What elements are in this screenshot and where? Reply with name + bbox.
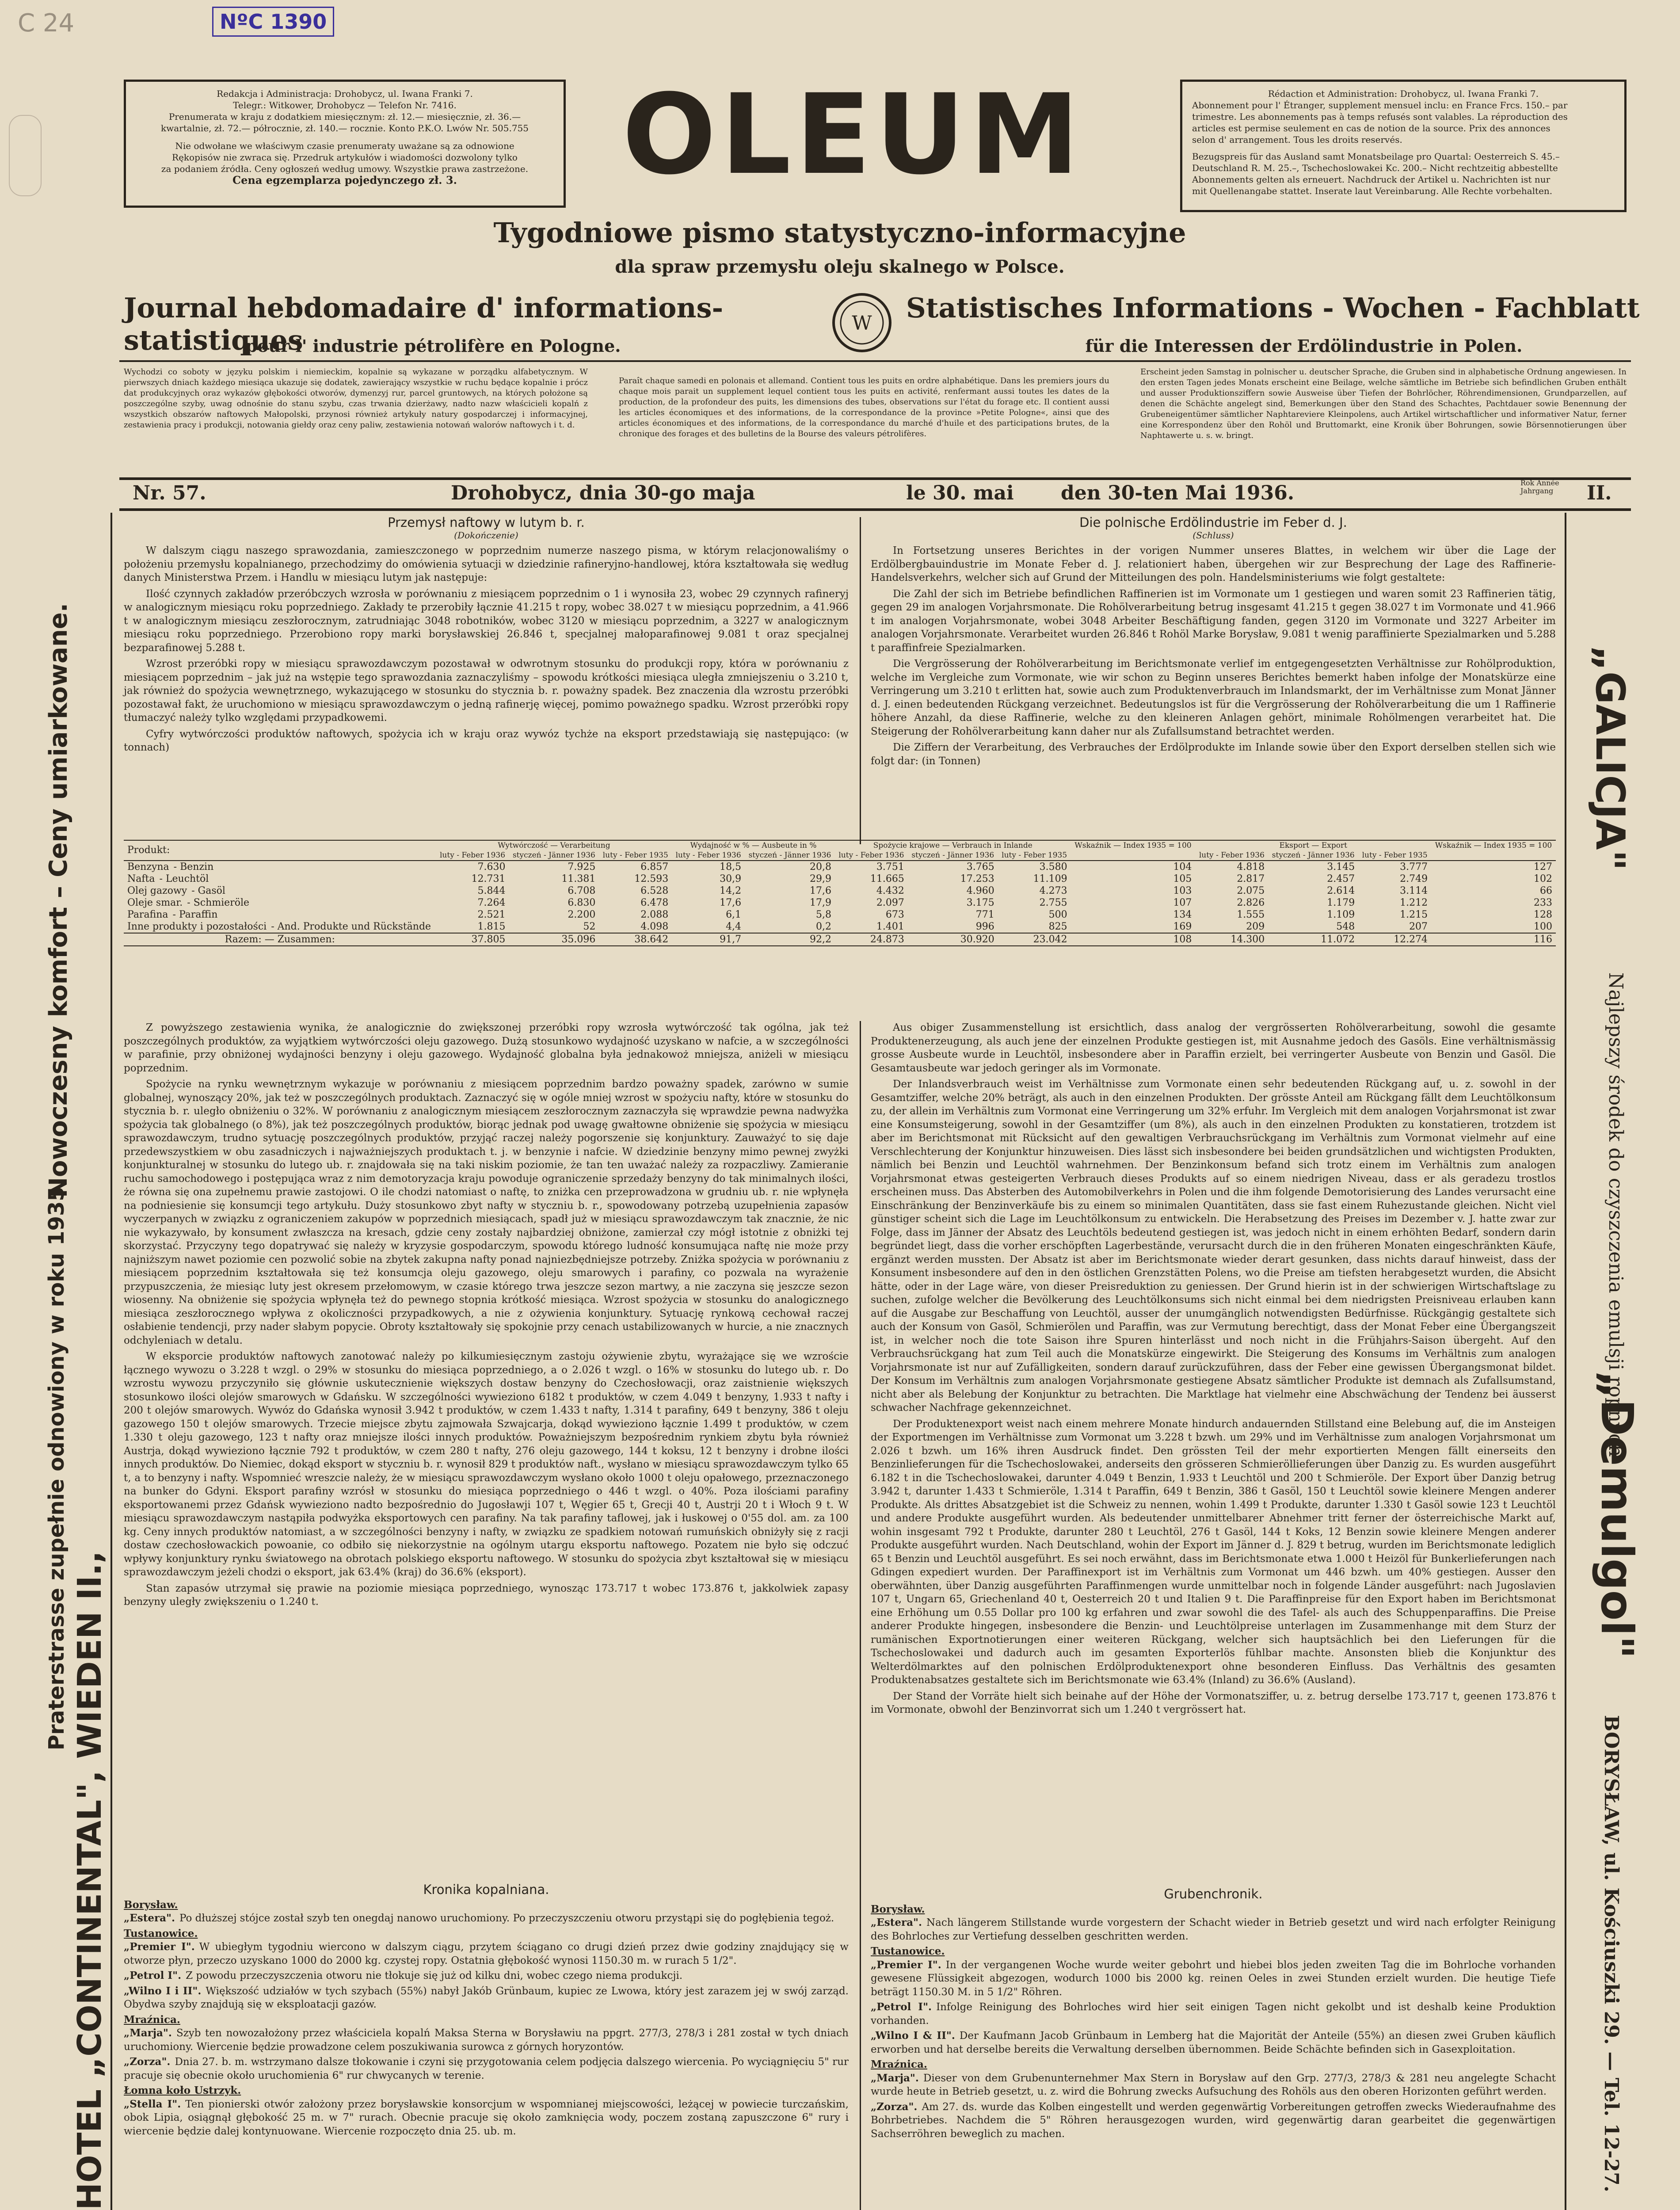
paragraph: In Fortsetzung unseres Berichtes in der vorigen Nummer unseres Blattes, in welchem wir über die Lage der Erdölbergbauindustrie im Monate Feber d. J. relationiert haben, übergehen wir zur Besprechung der Lage des Raffinerie-Handelsverkehrs, welcher sich auf Grund der Mitteilungen des poln. Handelsministeriums wie folgt gestaltete: bbox=[871, 545, 1556, 583]
info-line: Nie odwołane we właściwym czasie prenumeraty uważane są za odnowione bbox=[175, 141, 514, 151]
table-cell: 2.088 bbox=[640, 909, 669, 920]
table-cell: 11.109 bbox=[1033, 873, 1067, 884]
product-name-pl: Benzyna bbox=[127, 861, 169, 873]
subtitle-french: Journal hebdomadaire d' informations-statistiques bbox=[124, 292, 724, 356]
total-cell: 35.096 bbox=[561, 934, 596, 945]
paragraph: Die Vergrösserung der Rohölverarbeitung im Berichtsmonate verlief im entgegengesetzten Verhältnisse zur Rohölproduktion, welche im Vergleiche zum Vormonate, wie wir schon zu Beginn unseres Berichtes bemerkt haben infolge der Monatskürze eine Verringerung um 3.210 t erlitten hat, sowie auch zum Produktenverbrauch im Inlandsmarkt, der im Verhältnisse zum Monat Jänner d. J. einen bedeutenden Rückgang verzeichnet. Bedeutungslos ist für die Vergrösserung der Rohölverarbeitung die um 1 Raffinerie höhere Anzahl, da diese Raffinerie, welche zu den kleineren Anlagen gehört, minimale Rohölmengen verarbeitet hat. Die Steigerung der Rohölverarbeitung kann daher nur als Zufallsumstand betrachtet werden. bbox=[871, 658, 1556, 737]
hotel-ad-name: HOTEL „CONTINENTAL", WIEDEN II., bbox=[71, 1551, 109, 2210]
well-report: Po dłuższej stójce został szyb ten onegdaj nanowo uruchomiony. Po przeczyszczeniu otworu przystąpi się do pogłębienia tegoż. bbox=[179, 1913, 834, 1924]
kronika-heading: Kronika kopalniana. bbox=[423, 1882, 549, 1897]
dateline-german: den 30-ten Mai 1936. bbox=[1061, 482, 1295, 504]
table-cell: 4.273 bbox=[1039, 885, 1067, 896]
table-cell: 207 bbox=[1409, 921, 1428, 932]
table-cell: 5.844 bbox=[477, 885, 506, 896]
product-name-cell bbox=[124, 873, 436, 885]
chronicle-entry bbox=[124, 2098, 849, 2138]
table-cell: 6.528 bbox=[640, 885, 669, 896]
note-french: Paraît chaque samedi en polonais et allemand. Contient tous les puits en ordre alphabétique. Dans les premiers jours du chaque mois parait un supplement lequel contient tous les puits en activité, renfermant aussi toutes les dates de la production, de la profondeur des puits, les dimensions des tubes, observations sur l'état du forage etc. Il contient aussi les articles économiques et des informations, de la correspondance de la province »Petite Pologne«, ainsi que des articles économiques et des informations, de la correspondance du marché d'huile et des participations brutes, de la chronique des forages et des bulletins de la Bourse des valeurs pétrolifères. bbox=[619, 376, 1109, 438]
table-cell: 2.614 bbox=[1327, 885, 1355, 896]
column-divider-top bbox=[860, 517, 861, 844]
total-cell: 91,7 bbox=[720, 934, 742, 945]
paragraph: W dalszym ciągu naszego sprawozdania, zamieszczonego w poprzednim numerze naszego pisma, w którym relacjonowaliśmy o położeniu przemysłu kopalnianego, przechodzimy do omówienia sytuacji w dziedzinie rafineryjno-handlowej, która kształtowała się według danych Ministerstwa Przem. i Handlu w miesiącu lutym jak następuje: bbox=[124, 545, 849, 583]
archive-corner-mark: C 24 bbox=[18, 9, 75, 38]
german-article-top bbox=[871, 515, 1556, 770]
well-report: Większość udziałów w tych szybach (55%) nabył Jakób Grünbaum, kupiec ze Lwowa, który jest zarazem jej w swój zarząd. Obydwa szyby znajdują się w eksploatacji gazów. bbox=[124, 1985, 849, 2010]
well-name: „Marja". bbox=[871, 2072, 919, 2084]
paragraph: Die Ziffern der Verarbeitung, des Verbrauches der Erdölprodukte im Inlande sowie über den Export derselben stellen sich wie folgt dar: (in Tonnen) bbox=[871, 742, 1556, 767]
table-cell: 1.815 bbox=[477, 921, 506, 932]
table-cell: 11.381 bbox=[561, 873, 596, 884]
issue-number: Nr. 57. bbox=[133, 482, 206, 504]
info-line: Telegr.: Witkower, Drohobycz — Telefon Nr. 7416. bbox=[233, 100, 457, 110]
info-line: mit Quellenangabe stattet. Inserate laut Vereinbarung. Alle Rechte vorbehalten. bbox=[1192, 186, 1553, 196]
table-cell: 2.457 bbox=[1327, 873, 1355, 884]
table-cell: 102 bbox=[1534, 873, 1552, 884]
table-row bbox=[124, 861, 1556, 873]
paragraph: Ilość czynnych zakładów przeróbczych wzrosła w porównaniu z miesiącem poprzednim o 1 i wynosiła 23, wobec 29 czynnych rafineryj w analogicznym miesiącu roku poprzedniego. Zakłady te przerobiły łącznie 41.215 t ropy, wobec 38.027 t w miesiącu poprzednim, a 41.966 t w analogicznym miesiącu zeszłorocznym, zatrudniając 3048 robotników, wobec 3120 w miesiącu poprzednim, a 3227 w analogicznym miesiącu roku poprzedniego. Przerobiono ropy marki borysławskiej 26.846 t, specjalnej małoparafinowej 9.081 t oraz specjalnej bezparafinowej 5.288 t. bbox=[124, 588, 849, 654]
chronicle-place: Mraźnica. bbox=[871, 2058, 927, 2070]
table-row bbox=[124, 897, 1556, 909]
statistics-table-wrap bbox=[124, 840, 1556, 946]
table-cell: 127 bbox=[1534, 861, 1552, 873]
table-cell: 548 bbox=[1336, 921, 1355, 932]
table-cell: 3.765 bbox=[966, 861, 994, 873]
table-row bbox=[124, 885, 1556, 897]
subheader-cell: luty - Feber 1935 bbox=[1002, 851, 1067, 860]
table-cell: 17,6 bbox=[809, 885, 831, 896]
table-cell: 0,2 bbox=[815, 921, 831, 932]
total-cell: 14.300 bbox=[1230, 934, 1265, 945]
grubenchronik-heading: Grubenchronik. bbox=[1164, 1886, 1263, 1901]
subtitle-french-2: pour l' industrie pétrolifère en Pologne. bbox=[245, 336, 621, 356]
table-cell: 4,4 bbox=[726, 921, 742, 932]
product-name-pl: Inne produkty i pozostałości bbox=[127, 921, 267, 932]
demulgol-brand: „Demulgol" bbox=[1591, 1370, 1643, 1659]
well-name: „Estera". bbox=[871, 1917, 922, 1928]
product-name-cell bbox=[124, 897, 436, 909]
chronicle-place: Borysław. bbox=[124, 1898, 178, 1911]
statistics-table bbox=[124, 840, 1556, 946]
chronicle-entry bbox=[871, 2100, 1556, 2141]
german-article-heading: Die polnische Erdölindustrie im Feber d. J. bbox=[1079, 515, 1347, 530]
table-cell: 825 bbox=[1048, 921, 1067, 932]
total-cell: 92,2 bbox=[809, 934, 831, 945]
paragraph: Der Produktenexport weist nach einem mehrere Monate hindurch andauernden Stillstand eine Belebung auf, die im Ansteigen der Exportmengen im Verhältnisse zum Vormonat um 3.228 t bzwh. um 29% und im Verhältnisse zum analogen Vorjahrsmonat um 2.026 t bzwh. um 16% ihren Ausdruck findet. Den grössten Teil der mehr exportierten Mengen fällt einerseits den Benzinlieferungen für die Tschechoslowakei, anderseits den grösseren Schmieröllieferungen über Danzig zu. Es wurden ausgeführt 6.182 t in die Tschechoslowakei, darunter 4.049 t Benzin, 1.933 t Leuchtöl und 200 t Schmieröle. Der Export über Danzig betrug 3.942 t, darunter 1.433 t Schmieröle, 1.314 t Paraffin, 649 t Benzin, 386 t Gasöl, 150 t Leuchtöl sowie kleinere Mengen anderer Produkte. Als drittes Absatzgebiet ist die Schweiz zu nennen, wohin 1.499 t Produkte, darunter 1.330 t Gasöl sowie 123 t Leuchtöl und andere Produkte ausgeführt wurden. Als bedeutender unmittelbarer Abnehmer tritt ferner der österreichische Markt auf, wohin insgesamt 792 t Produkte, darunter 280 t Leuchtöl, 276 t Gasöl, 144 t Koks, 12 Benzin sowie kleinere Mengen anderer Produkte ausgeführt wurden. Nach Deutschland, wohin der Export im Jänner d. J. 829 t betrug, wurden im Berichtsmonate lediglich 65 t Benzin und Leuchtöl ausgeführt. Es sei noch erwähnt, dass im Berichtsmonate etwa 1.000 t Heizöl für Bunkerlieferungen nach Gdingen expediert wurden. Der Paraffinexport ist im Verhältnis zum Vormonat um 446 bzwh. um 40% gestiegen. Ausser den oberwähnten, über Danzig ausgeführten Paraffinmengen wurde unmittelbar noch in folgende Länder ausgeführt: nach Jugoslavien 107 t, Ungarn 65, Griechenland 40 t, Oesterreich 20 t und Italien 9 t. Die Paraffinpreise für den Export haben im Berichtsmonat eine Erhöhung um 0.55 Dollar pro 100 kg erfahren und zwar sowohl die des Tafel- als auch des Schuppenparaffins. Die Preise anderer Produkte hingegen, insbesondere die Benzin- und Leuchtölpreise unterlagen im Zusammenhange mit dem Sturz der rumänischen Exportnotierungen einer weiteren Rückgang, welcher sich hauptsächlich bei den Lieferungen für die Tschechoslowakei und dadurch auch im gesamten Exporterlös fühlbar machte. Ansonsten blieb die Konjunktur des Welterdölmarktes auf den polnischen Erdölproduktenexport ohne besonderen Einfluss. Das Verhältnis des gesamten Produktenabsatzes gestaltete sich im Berichtsmonate wie 63.4% (Inland) zu 36.6% (Ausland). bbox=[871, 1418, 1556, 1686]
table-cell: 103 bbox=[1173, 885, 1192, 896]
subheader-cell: luty - Feber 1936 bbox=[1199, 851, 1265, 860]
table-cell: 2.826 bbox=[1237, 897, 1265, 908]
table-cell: 134 bbox=[1173, 909, 1192, 920]
table-cell: 107 bbox=[1173, 897, 1192, 908]
table-cell: 6.478 bbox=[640, 897, 669, 908]
top-rule bbox=[119, 360, 1631, 362]
polish-article-sub: (Dokończenie) bbox=[454, 530, 518, 541]
total-cell: 38.642 bbox=[634, 934, 669, 945]
well-name: „Estera". bbox=[124, 1912, 175, 1924]
product-name-cell bbox=[124, 909, 436, 921]
total-label: Razem: — Zusammen: bbox=[225, 934, 335, 945]
table-cell: 3.751 bbox=[876, 861, 904, 873]
table-cell: 1.555 bbox=[1237, 909, 1265, 920]
year-label: Rok Année Jahrgang bbox=[1520, 479, 1559, 495]
kronika-section bbox=[124, 1883, 849, 2140]
subheader-cell: styczeń - Jänner 1936 bbox=[911, 851, 994, 860]
subheader-cell: luty - Feber 1936 bbox=[675, 851, 741, 860]
product-name-pl: Nafta bbox=[127, 873, 155, 884]
info-line: Abonnement pour l' Étranger, supplement mensuel inclu: en France Frcs. 150.– par bbox=[1192, 100, 1568, 110]
well-name: „Stella I". bbox=[124, 2098, 181, 2110]
product-name-de: - Schmieröle bbox=[187, 897, 250, 908]
table-cell: 14,2 bbox=[720, 885, 742, 896]
table-cell: 18,5 bbox=[720, 861, 742, 873]
polish-article-top bbox=[124, 515, 849, 757]
chronicle-place: Mraźnica. bbox=[124, 2013, 180, 2026]
chronicle-entry bbox=[124, 1985, 849, 2012]
total-cell: 30.920 bbox=[960, 934, 994, 945]
oleum-emblem-icon bbox=[831, 292, 893, 354]
info-line: kwartalnie, zł. 72.— półrocznie, zł. 140.— rocznie. Konto P.K.O. Lwów Nr. 505.755 bbox=[160, 123, 529, 133]
table-cell: 3.580 bbox=[1039, 861, 1067, 873]
table-cell: 12.593 bbox=[634, 873, 669, 884]
column-divider-bottom bbox=[860, 1021, 861, 2210]
hdr-index-2: Wskaźnik — Index 1935 = 100 bbox=[1435, 841, 1552, 850]
german-article-sub: (Schluss) bbox=[1192, 530, 1234, 541]
paragraph: Wzrost przeróbki ropy w miesiącu sprawozdawczym pozostawał w odwrotnym stosunku do produkcji ropy, która w porównaniu z miesiącem poprzednim – jak już na wstępie tego sprawozdania zaznaczyliśmy – spowodu krótkości miesiąca uległa zmniejszeniu o 3.210 t, jak również do spożycia wewnętrznego, wykazującego w stosunku do stycznia b. r. poważny spadek. Bez znaczenia dla wzrostu przeróbki pozostawał fakt, że uruchomiono w miesiącu sprawozdawczym o jedną rafinerję więcej, pomimo poważnego spadku. Wzrost przeróbki ropy tłumaczyć należy tylko względami przypadkowemi. bbox=[124, 658, 849, 724]
chronicle-place: Borysław. bbox=[871, 1903, 925, 1915]
german-article-intro bbox=[871, 544, 1556, 768]
total-cell: 11.072 bbox=[1321, 934, 1355, 945]
table-cell: 11.665 bbox=[870, 873, 904, 884]
table-cell: 500 bbox=[1048, 909, 1067, 920]
chronicle-entry bbox=[124, 2027, 849, 2054]
table-cell: 4.818 bbox=[1237, 861, 1265, 873]
product-name-pl: Olej gazowy bbox=[127, 885, 187, 896]
table-cell: 12.731 bbox=[471, 873, 506, 884]
well-report: Der Kaufmann Jacob Grünbaum in Lemberg hat die Majorität der Anteile (55%) an diesen zwei Gruben käuflich erworben und hat derselbe bereits die Verwaltung derselben übernommen. Beide Schächte befinden sich in Gasexploitation. bbox=[871, 2030, 1556, 2055]
table-cell: 7.264 bbox=[477, 897, 506, 908]
galicja-brand: „GALICJA" bbox=[1587, 645, 1633, 871]
chronicle-entry bbox=[124, 2055, 849, 2082]
table-cell: 6.830 bbox=[568, 897, 596, 908]
table-cell: 66 bbox=[1540, 885, 1552, 896]
info-box-french-german bbox=[1180, 80, 1627, 212]
table-cell: 233 bbox=[1534, 897, 1552, 908]
total-cell: 37.805 bbox=[471, 934, 506, 945]
table-cell: 1.212 bbox=[1400, 897, 1428, 908]
well-name: „Premier I". bbox=[124, 1941, 195, 1953]
polish-article-heading: Przemysł naftowy w lutym b. r. bbox=[388, 515, 585, 530]
table-cell: 1.109 bbox=[1327, 909, 1355, 920]
subheader-cell: styczeń - Jänner 1936 bbox=[1272, 851, 1355, 860]
product-name-cell bbox=[124, 885, 436, 897]
info-line: articles est permise seulement en cas de notion de la source. Prix des annonces bbox=[1192, 123, 1550, 133]
total-cell: 116 bbox=[1534, 934, 1552, 945]
total-cell: 108 bbox=[1173, 934, 1192, 945]
table-cell: 2.749 bbox=[1400, 873, 1428, 884]
german-article-body bbox=[871, 1021, 1556, 1719]
chronicle-place: Tustanowice. bbox=[124, 1927, 198, 1939]
table-cell: 2.817 bbox=[1237, 873, 1265, 884]
well-report: Dnia 27. b. m. wstrzymano dalsze tłokowanie i czyni się przygotowania celem podjęcia dalszego wiercenia. Po wyciągnięciu 5" rur pracuje się obecnie około uruchomienia 6" rur chwycanych w terenie. bbox=[124, 2056, 849, 2081]
well-report: Szyb ten nowozałożony przez właściciela kopalń Maksa Sterna w Borysławiu na ppgrt. 277/3, 278/3 i 281 został w tych dniach uruchomiony. Wiercenie będzie prowadzone celem poszukiwania surowca z górnych horyzontów. bbox=[124, 2027, 849, 2053]
svg-text:W: W bbox=[852, 312, 872, 335]
table-row bbox=[124, 909, 1556, 921]
dateline-rule-bottom bbox=[119, 508, 1631, 511]
dateline-polish: Drohobycz, dnia 30-go maja bbox=[451, 482, 755, 504]
well-report: Dieser von dem Grubenunternehmer Max Stern in Borysław auf den Grp. 277/3, 278/3 & 281 neu angelegte Schacht wurde heute in Betrieb gesetzt, u. z. wird die Bohrung zwecks Aufsuchung des Rohöls aus den oberen Horizonten geführt werden. bbox=[871, 2072, 1556, 2097]
product-name-de: - Gasöl bbox=[191, 885, 225, 896]
info-line: Bezugspreis für das Ausland samt Monatsbeilage pro Quartal: Oesterreich S. 45.– bbox=[1192, 151, 1560, 162]
table-cell: 2.097 bbox=[876, 897, 904, 908]
info-line: Rédaction et Administration: Drohobycz, ul. Iwana Franki 7. bbox=[1268, 88, 1539, 99]
well-report: Z powodu przeczyszczenia otworu nie tłokuje się już od kilku dni, wobec czego niema produkcji. bbox=[186, 1970, 683, 1981]
table-cell: 1.401 bbox=[876, 921, 904, 932]
grubenchronik-list bbox=[871, 1903, 1556, 2141]
subtitle-polish: Tygodniowe pismo statystyczno-informacyjne bbox=[493, 217, 1186, 249]
paragraph: Der Stand der Vorräte hielt sich beinahe auf der Höhe der Vormonatsziffer, u. z. betrug derselbe 173.717 t, geenen 173.876 t im Vormonate, obwohl der Benzinvorrat sich um 1.240 t vergrössert hat. bbox=[871, 1690, 1556, 1715]
table-cell: 1.179 bbox=[1327, 897, 1355, 908]
subheader-cell: styczeń - Jänner 1936 bbox=[748, 851, 831, 860]
paragraph: Die Zahl der sich im Betriebe befindlichen Raffinerien ist im Vormonate um 1 gestiegen und waren somit 23 Raffinerien tätig, gegen 29 im analogen Vorjahrsmonate. Die Rohölverarbeitung betrug insgesamt 41.215 t gegen 38.027 t im Vormonate und 41.966 t im analogen Vorjahrsmonate, wobei 3048 Arbeiter Beschäftigung fanden, gegen 3120 im Vormonate und 3227 Arbeiter im analogen Vorjahrsmonate. Verarbeitet wurden 26.846 t Rohöl Marke Borysław, 9.081 t wenig paraffinierte Spezialmarken und 5.288 t paraffinfreie Spezialmarken. bbox=[871, 588, 1556, 654]
table-cell: 100 bbox=[1534, 921, 1552, 932]
note-german: Erscheint jeden Samstag in polnischer u. deutscher Sprache, die Gruben sind in alphabetische Ordnung angewiesen. In den ersten Tagen jedes Monats erscheint eine Beilage, welche sämtliche im Betriebe sich befindlichen Gruben enthält und ausser Produktionsziffern sowie Ausweise über Tiefen der Bohrlöcher, Röhrendimensionen, Grundparzellen, auf denen die Schächte angelegt sind, Bemerkungen über den Stand des Schachtes, Pachtdauer sowie Benennung der Grubeneigentümer sämtlicher Naphtareviere Kleinpolens, auch Artikel wirtschaftlicher und informativer Natur, ferner eine Korrespondenz über den Rohöl und Bruttomarkt, eine Kronik über Bohrungen, sowie Börsennotierungen über Naphtawerte u. s. w. bringt. bbox=[1140, 367, 1627, 440]
table-cell: 771 bbox=[975, 909, 994, 920]
subheader-cell: luty - Feber 1936 bbox=[838, 851, 904, 860]
paragraph: Der Inlandsverbrauch weist im Verhältnisse zum Vormonate einen sehr bedeutenden Rückgang auf, u. z. sowohl in der Gesamtziffer, welche 20% beträgt, als auch in den einzelnen Produkten. Der grösste Anteil am Rückgang fällt dem Leuchtölkonsum zu, der allein im Verhältnis zum Vormonat eine Verringerung um 32% erfuhr. Im Vergleich mit dem analogen Vorjahrsmonat ist zwar eine Konsumsteigerung, sowohl in der Gesamtziffer (um 8%), als auch in den einzelnen Produkten zu konstatieren, trotzdem ist aber im Berichtsmonat mit Rücksicht auf den gewaltigen Verbrauchsrückgang im Verhältnis zum Vormonat vielmehr auf eine Verschlechterung der Konjunktur hinzuweisen. Dies lässt sich insbesondere bei beiden grundsätzlichen und wichtigsten Produkten, nämlich bei Benzin und Leuchtöl wahrnehmen. Der Benzinkonsum befand sich trotz einem im Verhältnis zum analogen Vorjahrsmonat etwas gesteigerten Verbrauch dieses Produkts auf so einem niedrigen Niveau, dass er als geradezu trostlos erscheinen muss. Das Absterben des Automobilverkehrs in Polen und die ihm folgende Demotorisierung des Landes verursacht eine Einschränkung der Benzinverkäufe bis zu einem so minimalen Quantitäten, dass sie fast einem Ruhezustande gleichen. Nicht viel günstiger scheint sich die Lage im Leuchtölkonsum zu entwickeln. Die Herabsetzung des Preises im Dezember v. J. hatte zwar zur Folge, dass im Jänner der Absatz des Leuchtöls bedeutend gestiegen ist, was jedoch nicht in einem erhöhten Bedarf, sondern darin begründet liegt, dass die vorher erschöpften Lagerbestände, verursacht durch die in den früheren Monaten eingeschränkten Käufe, ergänzt werden mussten. Der Absatz ist aber im Berichtsmonate wieder derart gesunken, dass nichts darauf hinweist, dass der Konsument insbesondere auf den in den östlichen Grenzstätten Polens, wo die Preise am tiefsten herabgesetzt wurden, die Absicht hätte, oder in der Lage wäre, von dieser Preisreduktion zu geniessen. Der Grund hierin ist in der schwierigen Wirtschaftslage zu suchen, zufolge welcher die Bevölkerung des Leuchtölkonsums sich nicht einmal bei dem niedrigsten Preisniveau erlauben kann auf die Ausgabe zur Beschaffung von Leuchtöl, ausser der unumgänglich notwendigsten Bedürfnisse. Rückgängig gestaltete sich auch der Konsum von Gasöl, Schmierölen und Paraffin, was zur Vermutung berechtigt, dass der Monat Feber eine Übergangszeit ist, in welcher noch die tote Saison ihre Spuren hinterlässt und noch nicht in die Frühjahrs-Saison übergeht. Auf den Verbrauchsrückgang hat zum Teil auch die Monatskürze eingewirkt. Die Steigerung des Konsums im Verhältnis zum analogen Vorjahrsmonate ist nur auf Zufälligkeiten, sondern darauf zurückzuführen, dass der Feber eine gewissen Übergangsmonat bildet. Der Konsum im Verhältnis zum analogen Vorjahrsmonate gestiegene Absatz sämtlicher Produkte ist demnach als Zufallsumstand, nicht aber als Belebung der Konjunktur zu betrachten. Die Marktlage hat vielmehr eine Abschwächung der Tendenz bei äusserst schwacher Nachfrage gekennzeichnet. bbox=[871, 1078, 1556, 1414]
well-report: Infolge Reinigung des Bohrloches wird hier seit einigen Tagen nicht gekolbt und ist deshalb keine Produktion vorhanden. bbox=[871, 2001, 1556, 2027]
product-name-cell bbox=[124, 921, 436, 933]
archive-stamp: NºC 1390 bbox=[212, 7, 334, 37]
paragraph: Stan zapasów utrzymał się prawie na poziomie miesiąca poprzedniego, wynosząc 173.717 t wobec 173.876 t, jakkolwiek zapasy benzyny uległy zwiększeniu o 1.240 t. bbox=[124, 1582, 849, 1608]
paragraph: W eksporcie produktów naftowych zanotować należy po kilkumiesięcznym zastoju ożywienie zbytu, wyrażające się we wzroście łącznego wywozu o 3.228 t wzgl. o 29% w stosunku do miesiąca poprzedniego, a o 2.026 t wzgl. o 16% w stosunku do lutego ub. r. Do wzrostu wywozu przyczyniło się głównie uskutecznienie większych dostaw benzyny do Czechosłowacji, oraz zaistnienie większych stosunkowo ilości olejów smarowych w Gdańsku. W szczególności wywieziono 6182 t produktów, w czem 4.049 t benzyny, 1.933 t nafty i 200 t olejów smarowych. Wywóz do Gdańska wynosił 3.942 t produktów, w czem 1.433 t nafty, 1.314 t parafiny, 649 t benzyny, 386 t oleju gazowego 150 t olejów smarowych. Trzecie miejsce zbytu zajmowała Szwajcarja, dokąd wywieziono łącznie 1.499 t produktów, w czem 1.330 t oleju gazowego, 123 t nafty oraz mniejsze ilości innych produktów. Poważniejszym bezpośrednim rynkiem zbytu była również Austrja, dokąd wywieziono łącznie 792 t produktów, w czem 280 t nafty, 276 oleju gazowego, 144 t koksu, 12 t benzyny i drobne ilości innych produktów. Do Niemiec, dokąd eksport w styczniu b. r. wynosił 829 t produktów naft., wysłano w miesiącu sprawozdawczym tylko 65 t, a to benzyny i nafty. Wspomnieć wreszcie należy, że w miesiącu sprawozdawczym wysłano około 1000 t oleju opałowego, przeznaczonego na bunker do Gdyni. Eksport parafiny wzrósł w stosunku do miesiąca poprzedniego o 446 t wzgl. o 40%. Poza ilościami parafiny eksportowanemi przez Gdańsk wywieziono nadto bezpośrednio do Jugosławji 107 t, Węgier 65 t, Grecji 40 t, Austrji 20 t i Włoch 9 t. W miesiącu sprawozdawczym nastąpiła podwyżka eksportowych cen parafiny. Na tak parafiny taflowej, jak i łuskowej o 0'55 dol. am. za 100 kg. Ceny innych produktów natomiast, a w szczególności benzyny i nafty, w związku ze spadkiem notowań rumuńskich obniżyły się z racji dostaw czechosłowackich powoanie, co odbiło się niekorzystnie na ogólnym utargu eksportu naftowego. Pozatem nie było się odczuć wpływy konjunktury rynku światowego na obrotach polskiego eksportu naftowego. W stosunku do spożycia zbyt kształtował się w miesiącu sprawozdawczym jeżeli chodzi o eksport, jak 63.4% (kraj) do 36.6% (eksport). bbox=[124, 1351, 849, 1578]
table-cell: 6.708 bbox=[568, 885, 596, 896]
hdr-consumption: Spożycie krajowe — Verbrauch in Inlande bbox=[873, 841, 1032, 850]
table-cell: 29,9 bbox=[809, 873, 831, 884]
well-name: „Wilno I & II". bbox=[871, 2030, 955, 2042]
table-cell: 17,9 bbox=[809, 897, 831, 908]
dateline-french: le 30. mai bbox=[906, 482, 1014, 504]
table-cell: 169 bbox=[1173, 921, 1192, 932]
product-name-de: - And. Produkte und Rückstände bbox=[271, 921, 431, 932]
chronicle-place: Tustanowice. bbox=[871, 1945, 945, 1957]
chronicle-entry bbox=[124, 1912, 849, 1925]
table-cell: 4.098 bbox=[640, 921, 669, 932]
subheader-cell bbox=[1431, 850, 1556, 861]
table-cell: 52 bbox=[583, 921, 596, 932]
table-cell: 2.755 bbox=[1039, 897, 1067, 908]
well-name: „Premier I". bbox=[871, 1959, 941, 1971]
hdr-product: Produkt: bbox=[127, 845, 170, 856]
table-cell: 17,6 bbox=[720, 897, 742, 908]
subheader-cell: styczeń - Jänner 1936 bbox=[512, 851, 595, 860]
subtitle-polish-2: dla spraw przemysłu oleju skalnego w Polsce. bbox=[615, 256, 1065, 277]
single-copy-price: Cena egzemplarza pojedynczego zł. 3. bbox=[232, 174, 457, 187]
well-name: „Marja". bbox=[124, 2027, 172, 2039]
paragraph: Z powyższego zestawienia wynika, że analogicznie do zwiększonej przeróbki ropy wzrosła wytwórczość tak ogólna, jak też poszczególnych produktów, za wyjątkiem wytwórczości oleju gazowego. Dużą stosunkowo wydajność uzyskano w nafcie, a w szczególności w parafinie, przy obniżonej wydajności benzyny i oleju gazowego. Wydajność globalna była jednakowoż mniejsza, aniżeli w miesiącu poprzednim. bbox=[124, 1022, 849, 1074]
subheader-cell: luty - Feber 1935 bbox=[602, 851, 668, 860]
year-number: II. bbox=[1587, 482, 1612, 504]
note-polish: Wychodzi co soboty w języku polskim i niemieckim, kopalnie są wykazane w porządku alfabetycznym. W pierwszych dniach każdego miesiąca ukazuje się dodatek, zawierający wszystkie w ruchu będące kopalnie i prócz dat produkcyjnych oraz wykazów głębokości otworów, dymenzyj rur, parcel gruntowych, na których położone są poszczególne szyby, uwag odnośnie do stanu szybu, czas trwania dzierżawy, nadto nazw właścicieli kopalń z wszystkich obszarów naftowych Małopolski, przynosi również artykuły natury gospodarczej i informacyjnej, zestawienia pracy i produkcji, notowania giełdy oraz ceny paliw, zestawienia notowań walorów naftowych i t. d. bbox=[124, 367, 588, 430]
well-name: „Wilno I i II". bbox=[124, 1985, 202, 1997]
hdr-index: Wskaźnik — Index 1935 = 100 bbox=[1074, 841, 1192, 850]
info-line: Abonnements gelten als erneuert. Nachdruck der Artikel u. Nachrichten ist nur bbox=[1192, 174, 1550, 185]
well-report: In der vergangenen Woche wurde weiter gebohrt und hiebei blos jeden zweiten Tag die im Bohrloche vorhanden gewesene Flüssigkeit abgezogen, wodurch 1000 bis 2000 kg. reinen Oeles in zwei Stunden erzielt wurden. Die heutige Tiefe beträgt 1150.30 M. in 5 1/2" Röhren. bbox=[871, 1959, 1556, 1998]
table-cell: 6.857 bbox=[640, 861, 669, 873]
well-name: „Zorza". bbox=[871, 2100, 918, 2113]
info-line: Rękopisów nie zwraca się. Przedruk artykułów i wiadomości dozwolony tylko bbox=[172, 152, 518, 163]
table-row bbox=[124, 873, 1556, 885]
info-box-polish bbox=[124, 80, 566, 208]
demulgol-address: BORYSŁAW, ul. Kościuszki 29. — Tel. 12-27. bbox=[1600, 1715, 1623, 2192]
well-report: W ubiegłym tygodniu wiercono w dalszym ciągu, przytem ściągano co drugi dzień przez dwie godziny znajdujący się w otworze płyn, przeczo uzyskano 1000 do 2000 kg. czystej ropy. Ostatnia głębokość wynosi 1150.30 m. w rurach 5 1/2". bbox=[124, 1941, 849, 1966]
table-cell: 105 bbox=[1173, 873, 1192, 884]
info-line: za podaniem źródła. Ceny ogłoszeń według umowy. Wszystkie prawa zastrzeżone. bbox=[161, 164, 529, 174]
table-row bbox=[124, 921, 1556, 933]
masthead-title: OLEUM bbox=[622, 70, 1084, 199]
chronicle-entry bbox=[871, 1916, 1556, 1943]
product-name-pl: Oleje smar. bbox=[127, 897, 183, 908]
total-cell: 23.042 bbox=[1033, 934, 1067, 945]
table-cell: 2.200 bbox=[568, 909, 596, 920]
chronicle-entry bbox=[871, 1959, 1556, 1999]
chronicle-entry bbox=[871, 2072, 1556, 2099]
table-cell: 1.215 bbox=[1400, 909, 1428, 920]
table-cell: 7.925 bbox=[568, 861, 596, 873]
product-name-de: - Leuchtöl bbox=[159, 873, 209, 884]
polish-article-body bbox=[124, 1021, 849, 1612]
info-line: Prenumerata w kraju z dodatkiem miesięcznym: zł. 12.— miesięcznie, zł. 36.— bbox=[168, 111, 521, 122]
library-seal bbox=[9, 115, 42, 196]
table-cell: 128 bbox=[1534, 909, 1552, 920]
product-name-cell bbox=[124, 861, 436, 873]
table-cell: 3.777 bbox=[1400, 861, 1428, 873]
table-cell: 6,1 bbox=[726, 909, 742, 920]
chronicle-entry bbox=[124, 1969, 849, 1983]
table-cell: 3.175 bbox=[966, 897, 994, 908]
paragraph: Aus obiger Zusammenstellung ist ersichtlich, dass analog der vergrösserten Rohölverarbeitung, sowohl die gesamte Produktenerzeugung, als auch jene der einzelnen Produkte gestiegen ist, mit Ausnahme jedoch des Gasöls. Eine verhältnismässig grosse Ausbeute wurde in Leuchtöl, insbesondere aber in Paraffin erzielt, bei verringerter Ausbeute von Benzin und Gasöl. Die Gesamtausbeute war jedoch geringer als im Vormonate. bbox=[871, 1022, 1556, 1074]
table-cell: 17.253 bbox=[960, 873, 994, 884]
table-cell: 209 bbox=[1246, 921, 1265, 932]
hdr-yield: Wydajność w % — Ausbeute in % bbox=[690, 841, 817, 850]
kronika-list bbox=[124, 1898, 849, 2138]
well-name: „Zorza". bbox=[124, 2056, 171, 2068]
table-cell: 2.075 bbox=[1237, 885, 1265, 896]
dateline-rule-top bbox=[119, 477, 1631, 480]
well-name: „Petrol I". bbox=[124, 1970, 182, 1981]
polish-article-intro bbox=[124, 544, 849, 754]
table-cell: 20,8 bbox=[809, 861, 831, 873]
product-name-pl: Parafina bbox=[127, 909, 168, 920]
table-cell: 104 bbox=[1173, 861, 1192, 873]
subtitle-german-2: für die Interessen der Erdölindustrie in Polen. bbox=[1085, 336, 1523, 356]
subheader-cell bbox=[1071, 850, 1196, 861]
subtitle-german: Statistisches Informations - Wochen - Fachblatt bbox=[906, 292, 1640, 324]
chronicle-place: Łomna koło Ustrzyk. bbox=[124, 2084, 241, 2096]
table-cell: 5,8 bbox=[815, 909, 831, 920]
table-cell: 3.114 bbox=[1400, 885, 1428, 896]
table-cell: 4.432 bbox=[876, 885, 904, 896]
subheader-cell: luty - Feber 1935 bbox=[1362, 851, 1428, 860]
table-cell: 673 bbox=[885, 909, 904, 920]
well-name: „Petrol I". bbox=[871, 2001, 932, 2013]
demulgol-tagline: Najlepszy środek do czyszczenia emulsji ropnych bbox=[1604, 972, 1627, 1457]
chronicle-entry bbox=[124, 1940, 849, 1967]
well-report: Ten pionierski otwór założony przez borysławskie konsorcjum w wspomnianej miejscowości, leżącej w powiecie turczańskim, obok Lipia, osiągnął głębokość 25 m. w 7" rurach. Obecnie pracuje się około zamknięcia wody, poczem zostaną zapuszczone 6" rury i wiercenie będzie dalej kontynuowane. Wiercenie rozpoczęto dnia 25. ub. m. bbox=[124, 2098, 849, 2137]
paragraph: Cyfry wytwórczości produktów naftowych, spożycia ich w kraju oraz wywóz tychże na eksport przedstawiają się następująco: (w tonnach) bbox=[124, 728, 849, 753]
total-cell: 24.873 bbox=[870, 934, 904, 945]
table-cell: 996 bbox=[975, 921, 994, 932]
well-report: Am 27. ds. wurde das Kolben eingestellt und werden gegenwärtig Vorbereitungen getroffen zwecks Wiederaufnahme des Bohrbetriebes. Nachdem die 5" Röhren herausgezogen wurden, wird gegenwärtig daran gearbeitet die gegenwärtigen Sachserröhren beweglich zu machen. bbox=[871, 2101, 1556, 2140]
hdr-export: Eksport — Export bbox=[1279, 841, 1347, 850]
table-cell: 30,9 bbox=[720, 873, 742, 884]
subheader-cell: luty - Feber 1936 bbox=[439, 851, 506, 860]
info-line: trimestre. Les abonnements pas à temps refusés sont valables. La réproduction des bbox=[1192, 111, 1568, 122]
chronicle-entry bbox=[871, 2029, 1556, 2056]
grubenchronik-section bbox=[871, 1887, 1556, 2142]
table-cell: 2.521 bbox=[477, 909, 506, 920]
product-name-de: - Benzin bbox=[173, 861, 214, 873]
table-cell: 3.145 bbox=[1327, 861, 1355, 873]
hotel-ad-address: Praterstrasse zupełnie odnowiony w roku 1935 bbox=[44, 1186, 69, 1750]
total-cell: 12.274 bbox=[1394, 934, 1428, 945]
table-cell: 4.960 bbox=[966, 885, 994, 896]
info-line: selon d' arrangement. Tous les droits reservés. bbox=[1192, 134, 1402, 145]
chronicle-entry bbox=[871, 2000, 1556, 2027]
well-report: Nach längerem Stillstande wurde vorgestern der Schacht wieder in Betrieb gesetzt und wird nach erfolgter Reinigung des Bohrloches zur Vertiefung desselben geschritten werden. bbox=[871, 1917, 1556, 1942]
paragraph: Spożycie na rynku wewnętrznym wykazuje w porównaniu z miesiącem poprzednim bardzo poważny spadek, zarówno w sumie globalnej, wynoszący 20%, jak też w poszczególnych produktach. Zaznaczyć się w ogóle mniej wzrost w spożyciu nafty, które w stosunku do stycznia b. r. uległo obniżeniu o 32%. W porównaniu z analogicznym miesiącem zeszłorocznym zaznaczyła się wprawdzie pewna nadwyżka spożycia tak globalnego (o 8%), jak też poszczególnych produktów, biorąc jednak pod uwagę gwałtowne obniżenie się spożycia w miesiącu sprawozdawczym, trudno sytuację poszczególnych produktów, przyjąć raczej należy pogorszenie się konjunktury. Zauważyć to się daje przedewszystkiem w obu zasadniczych i najważniejszych produktach t. j. w benzynie i nafcie. W dziedzinie benzyny mimo pewnej zwyżki konjunkturalnej w stosunku do lutego ub. r. znajdowała się na taki niskim poziomie, że tan ten uważać należy za rozpaczliwy. Zamieranie ruchu samochodowego i postępująca wraz z nim demotoryzacja kraju powoduje ograniczenie sprzedaży benzyny do tak minimalnych ilości, że równa się ona zupełnemu prawie zastojowi. O ile chodzi natomiast o naftę, to zniżka cen przeprowadzona w grudniu ub. r. nie wpłynęła na podniesienie się konsumcji tego artykułu. Duży stosunkowo zbyt nafty w styczniu b. r., spowodowany potrzebą uzupełnienia zapasów wyczerpanych w związku z ograniczeniem zakupów w poprzednich miesiącach, spadł już w miesiącu sprawozdawczym tak znacznie, że nic nie wykazywało, by konsument zwłaszcza na kresach, gdzie ceny zostały najbardziej obniżone, zamierzał czy mógł istotnie z obniżki tej skorzystać. Przyczyny tego dopatrywać się należy w kryzysie gospodarczym, spowodu którego ludność konsumująca naftę nie może przy najniższym nawet poziomie cen pozwolić sobie na zbytek zakupna nafty ponad najniezbędniejsze potrzeby. Zniżka spożycia w porównaniu z miesiącem poprzednim kształtowała się też konsumcja oleju gazowego, oleju smarowych i parafiny, co pozwala na wyrażenie przypuszczenia, że miesiąc luty jest okresem przełomowym, w czasie którego trwa jeszcze sezon martwy, a nie zaczyna się jeszcze sezon wiosenny. Na obniżenie się spożycia wpłynęła też do pewnego stopnia krótkość miesiąca. Wzrost spożycia w stosunku do analogicznego miesiąca zeszłorocznego wpływa z okoliczności przypadkowych, a nie z ożywienia konjunktury. Sytuację rynkową cechował raczej osłabienie tendencji, przy nader słabym popycie. Obroty kształtowały się spokojnie przy cenach ustabilizowanych w hurcie, a nie znacznych odchyleniach w detalu. bbox=[124, 1078, 849, 1346]
info-line: Redakcja i Administracja: Drohobycz, ul. Iwana Franki 7. bbox=[217, 88, 473, 99]
hdr-production: Wytwórczość — Verarbeitung bbox=[498, 841, 610, 850]
hotel-ad-tagline: Nowoczesny komfort – Ceny umiarkowane. bbox=[44, 603, 73, 1198]
product-name-de: - Paraffin bbox=[172, 909, 218, 920]
info-line: Deutschland R. M. 25.–, Tschechoslowakei Kc. 200.– Nicht rechtzeitig abbestellte bbox=[1192, 163, 1558, 173]
table-total-row bbox=[124, 933, 1556, 946]
table-cell: 7.630 bbox=[477, 861, 506, 873]
